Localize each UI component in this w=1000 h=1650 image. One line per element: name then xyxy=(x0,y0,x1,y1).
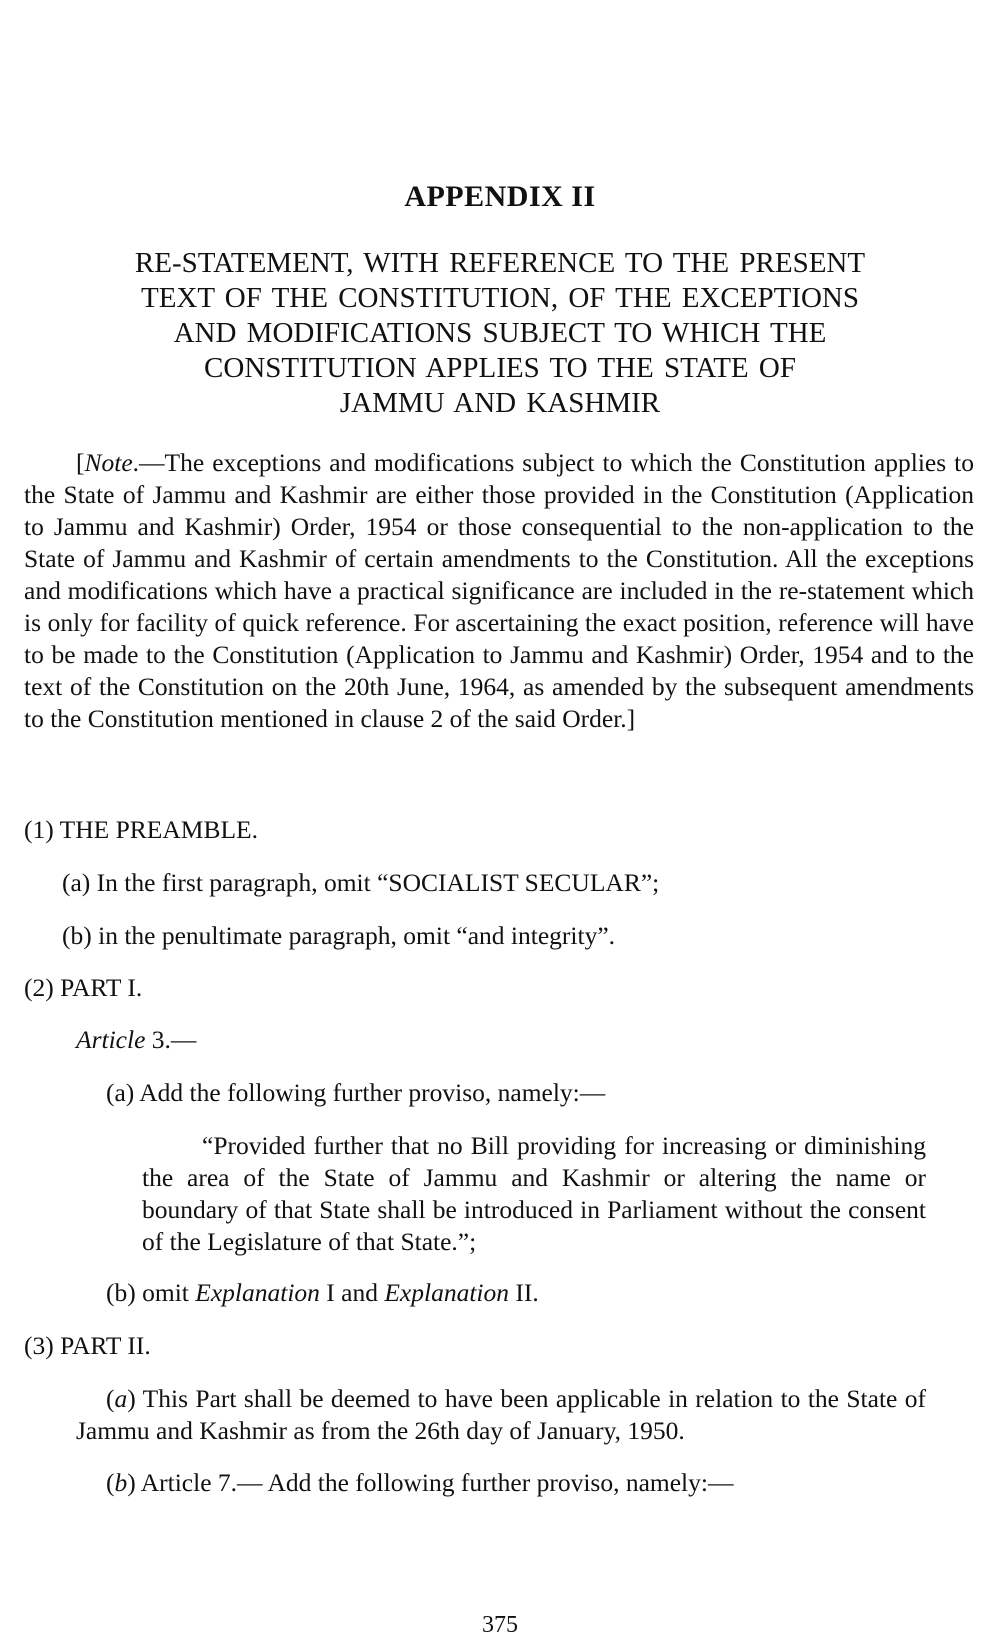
preamble-item-b: (b) in the penultimate paragraph, omit “and integrity”. xyxy=(62,921,616,950)
part2-item-a xyxy=(76,1383,926,1447)
article-3-item-b xyxy=(106,1277,539,1309)
item-b-open: ( xyxy=(106,1468,115,1497)
item-a-open: ( xyxy=(106,1384,115,1413)
appendix-heading xyxy=(60,246,940,421)
section-part1-heading: (2) PART I. xyxy=(24,973,143,1002)
part2-item-b xyxy=(106,1467,733,1499)
heading-line: RE-STATEMENT, WITH REFERENCE TO THE PRESENT xyxy=(134,247,866,279)
heading-line: CONSTITUTION APPLIES TO THE STATE OF xyxy=(204,352,796,384)
proviso-quote xyxy=(142,1130,926,1258)
item-a-text: This Part shall be deemed to have been applicable in relation to the State of Jammu and Kashmir as from the 26th day of January, 1950. xyxy=(76,1384,926,1445)
article-3-item-a: (a) Add the following further proviso, namely:— xyxy=(106,1078,606,1107)
item-b-suffix: II. xyxy=(509,1278,539,1307)
explanation-ii-label: Explanation xyxy=(384,1278,509,1307)
item-a-letter: a xyxy=(114,1384,128,1413)
item-b-text: Article 7.— Add the following further proviso, namely:— xyxy=(135,1468,734,1497)
page-number: 375 xyxy=(482,1612,518,1638)
article-number: 3.— xyxy=(145,1025,197,1054)
item-b-prefix: (b) omit xyxy=(106,1278,196,1307)
appendix-title: APPENDIX II xyxy=(404,180,596,213)
note-paragraph xyxy=(24,447,974,735)
article-3-label xyxy=(76,1024,196,1056)
item-a-close: ) xyxy=(127,1384,136,1413)
item-b-close: ) xyxy=(127,1468,136,1497)
preamble-item-a: (a) In the first paragraph, omit “SOCIALIST SECULAR”; xyxy=(62,868,660,897)
note-label: Note xyxy=(84,448,133,477)
note-open-bracket: [ xyxy=(76,448,85,477)
proviso-text: “Provided further that no Bill providing for increasing or diminishing the area of the State of Jammu and Kashmir or altering the name or boundary of that State shall be introduced in Parliament without the consent of the Legislature of that State.”; xyxy=(142,1131,926,1256)
heading-line: JAMMU AND KASHMIR xyxy=(339,387,661,419)
item-b-letter: b xyxy=(114,1468,128,1497)
explanation-i-label: Explanation xyxy=(195,1278,320,1307)
article-label: Article xyxy=(76,1025,146,1054)
item-b-mid: I and xyxy=(319,1278,385,1307)
section-part2-heading: (3) PART II. xyxy=(24,1331,151,1360)
note-text: .—The exceptions and modifications subject to which the Constitution applies to the State of Jammu and Kashmir are either those provided in the Constitution (Application to Jammu and Kashmir) Order, 1954 or those consequential to the non-application to the State of Jammu and Kashmir of certain amendments to the Constitution. All the exceptions and modifications which have a practical significance are included in the re-statement which is only for facility of quick reference. For ascertaining the exact position, reference will have to be made to the Constitution (Application to Jammu and Kashmir) Order, 1954 and to the text of the Constitution on the 20th June, 1964, as amended by the subsequent amendments to the Constitution mentioned in clause 2 of the said Order.] xyxy=(24,448,974,733)
section-preamble-heading: (1) THE PREAMBLE. xyxy=(24,815,258,844)
heading-line: AND MODIFICATIONS SUBJECT TO WHICH THE xyxy=(173,317,827,349)
heading-line: TEXT OF THE CONSTITUTION, OF THE EXCEPTIONS xyxy=(140,282,860,314)
